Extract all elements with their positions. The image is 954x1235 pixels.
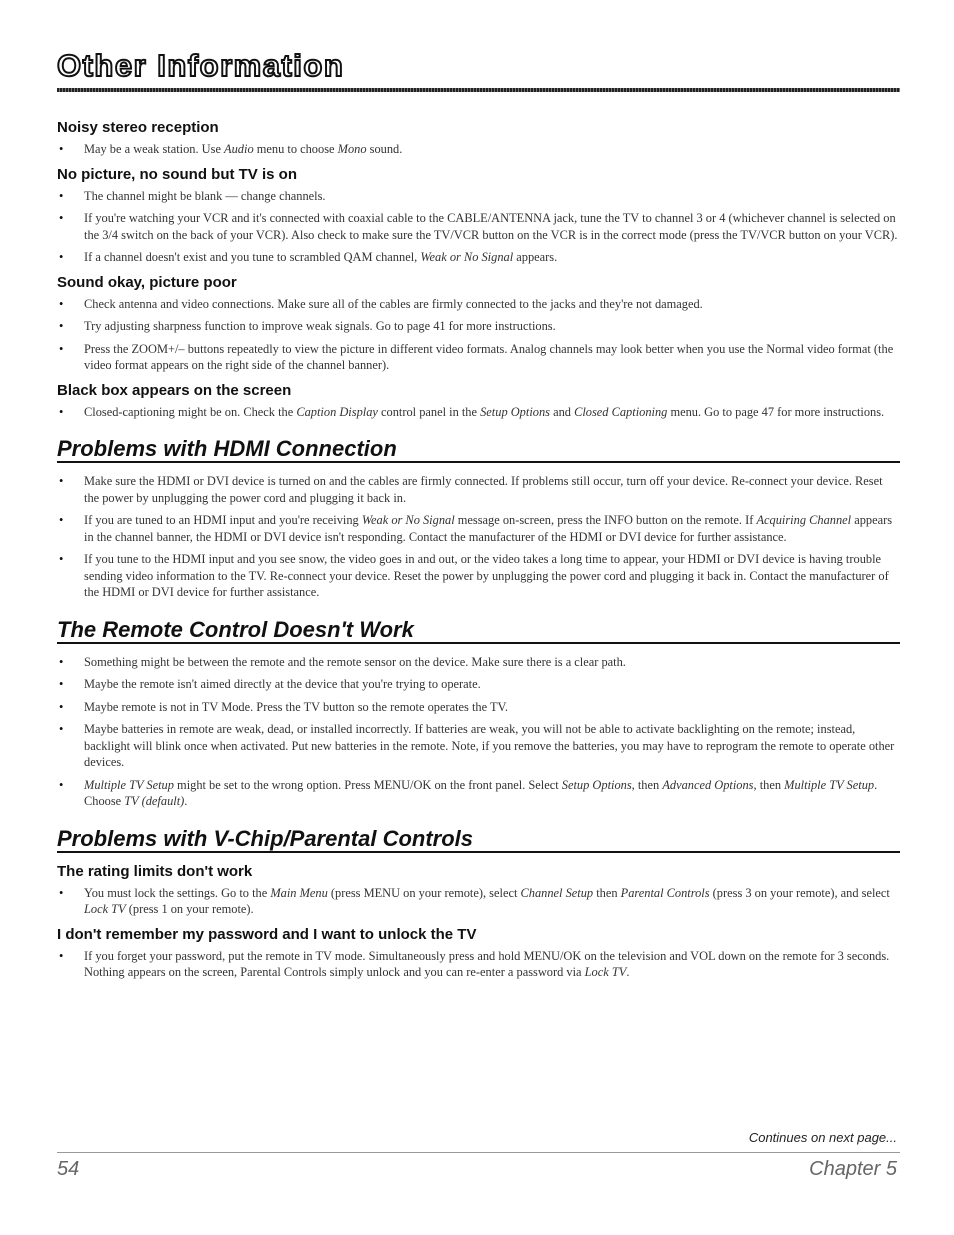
page-number: 54	[57, 1158, 80, 1180]
page-content	[57, 119, 900, 987]
continues-note: Continues on next page...	[748, 1130, 897, 1145]
list-item: • If you're watching your VCR and it's connected with coaxial cable to the CABLE/ANTENNA jack, tune the TV to channel 3 or 4 (whichever channel is selected on the 3/4 switch on the back of your VCR). Also check to make sure the TV/VCR button on the VCR is in the correct mode (press the TV/VCR button on your VCR).	[57, 210, 900, 243]
list-item: • If you tune to the HDMI input and you see snow, the video goes in and out, or the video takes a long time to appear, your HDMI or DVI device is having trouble sending video information to the TV. Re-connect your device. Reset the power by unplugging the power cord and plugging it back in. Contact the manufacturer of the HDMI or DVI device for further assistance.	[57, 551, 900, 601]
bullet-list	[57, 404, 900, 421]
list-item: • If you are tuned to an HDMI input and you're receiving Weak or No Signal message on-screen, press the INFO button on the remote. If Acquiring Channel appears in the channel banner, the HDMI or DVI device isn't responding. Contact the manufacturer of the HDMI or DVI device for further assistance.	[57, 512, 900, 545]
list-item: • Something might be between the remote and the remote sensor on the device. Make sure there is a clear path.	[57, 654, 900, 671]
list-item: • Closed-captioning might be on. Check the Caption Display control panel in the Setup Options and Closed Captioning menu. Go to page 47 for more instructions.	[57, 404, 900, 421]
list-item: • Press the ZOOM+/– buttons repeatedly to view the picture in different video formats. Analog channels may look better when you use the Normal video format (the video format appears on the right side of the channel banner).	[57, 341, 900, 374]
subheading: I don't remember my password and I want to unlock the TV	[57, 925, 477, 943]
list-item: • Check antenna and video connections. Make sure all of the cables are firmly connected to the jacks and they're not damaged.	[57, 296, 900, 313]
footer-rule	[57, 1152, 900, 1153]
list-item: • Maybe the remote isn't aimed directly at the device that you're trying to operate.	[57, 676, 900, 693]
section-heading-vchip: Problems with V-Chip/Parental Controls	[57, 826, 900, 853]
list-item: • Maybe batteries in remote are weak, dead, or installed incorrectly. If batteries are weak, you will not be able to activate backlighting on the remote; instead, backlight will blink once when activated. Put new batteries in the remote. Note, if you remove the batteries, you may have to reprogram the remote to operate other devices.	[57, 721, 900, 771]
subheading: No picture, no sound but TV is on	[57, 165, 297, 183]
bullet-list	[57, 473, 900, 601]
title-rule	[57, 88, 900, 92]
bullet-list	[57, 296, 900, 374]
list-item: • If a channel doesn't exist and you tune to scrambled QAM channel, Weak or No Signal appears.	[57, 249, 900, 266]
list-item: • Maybe remote is not in TV Mode. Press the TV button so the remote operates the TV.	[57, 699, 900, 716]
list-item: • The channel might be blank — change channels.	[57, 188, 900, 205]
list-item: • Try adjusting sharpness function to improve weak signals. Go to page 41 for more instructions.	[57, 318, 900, 335]
list-item: • May be a weak station. Use Audio menu to choose Mono sound.	[57, 141, 900, 158]
bullet-list	[57, 948, 900, 981]
section-heading-remote: The Remote Control Doesn't Work	[57, 617, 900, 644]
subheading: Sound okay, picture poor	[57, 273, 237, 291]
list-item: • Multiple TV Setup might be set to the wrong option. Press MENU/OK on the front panel. Select Setup Options, then Advanced Options, then Multiple TV Setup. Choose TV (default).	[57, 777, 900, 810]
page-title: Other Information	[57, 48, 345, 83]
subheading: Black box appears on the screen	[57, 381, 292, 399]
section-heading-hdmi: Problems with HDMI Connection	[57, 436, 900, 463]
list-item: • If you forget your password, put the remote in TV mode. Simultaneously press and hold MENU/OK on the television and VOL down on the remote for 3 seconds. Nothing appears on the screen, Parental Controls simply unlock and you can re-enter a password via Lock TV.	[57, 948, 900, 981]
bullet-list	[57, 885, 900, 918]
bullet-list	[57, 654, 900, 810]
bullet-list	[57, 141, 900, 158]
subheading: Noisy stereo reception	[57, 119, 219, 136]
list-item: • Make sure the HDMI or DVI device is turned on and the cables are firmly connected. If problems still occur, turn off your device. Re-connect your device. Reset the power by unplugging the power cord and plugging it back in.	[57, 473, 900, 506]
list-item: • You must lock the settings. Go to the Main Menu (press MENU on your remote), select Channel Setup then Parental Controls (press 3 on your remote), and select Lock TV (press 1 on your remote).	[57, 885, 900, 918]
bullet-list	[57, 188, 900, 266]
chapter-label: Chapter 5	[809, 1158, 897, 1180]
subheading: The rating limits don't work	[57, 862, 253, 880]
